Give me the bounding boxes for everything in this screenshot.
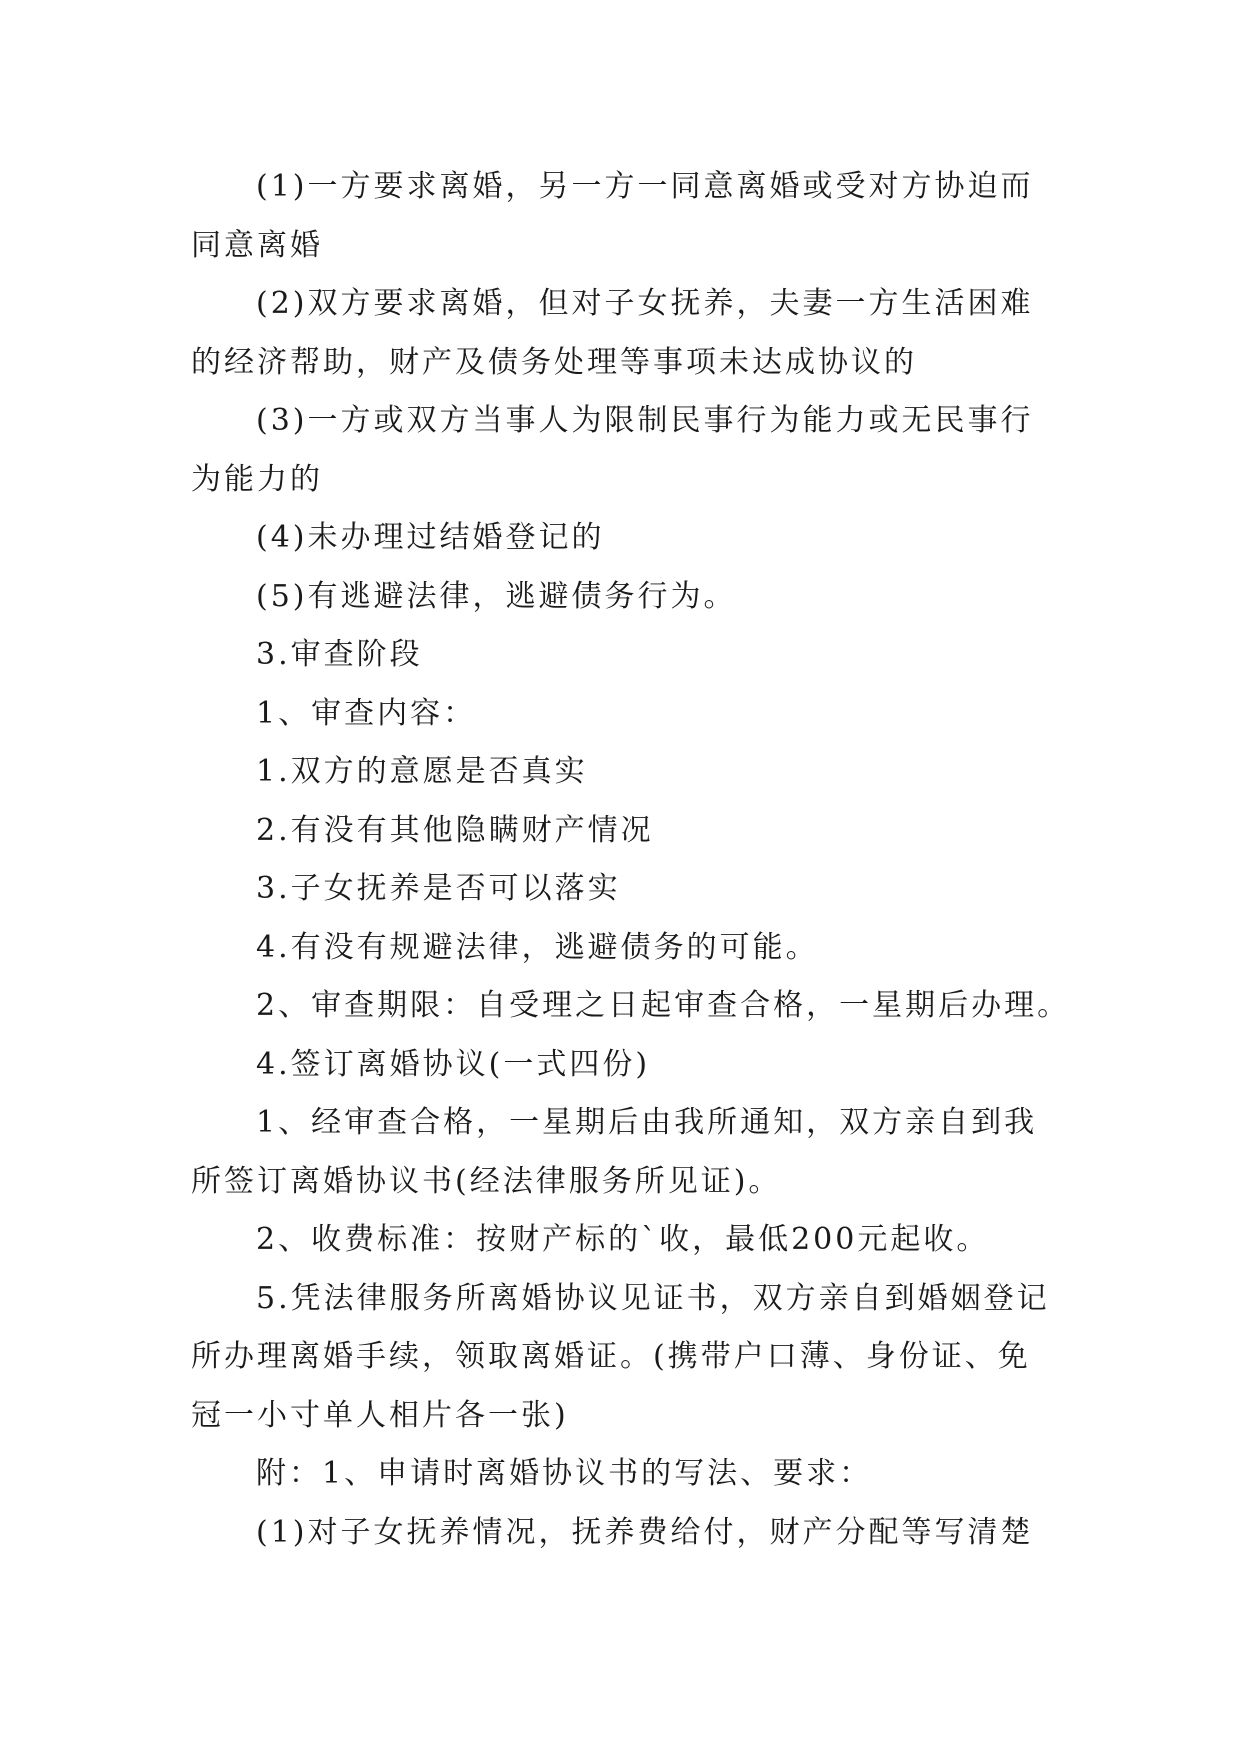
- paragraph-line: 所签订离婚协议书(经法律服务所见证)。: [191, 1163, 782, 1199]
- subheading-review-period: [191, 977, 1071, 1036]
- paragraph-line: 2、收费标准：按财产标的`收，最低200元起收。: [256, 1222, 990, 1257]
- paragraph-line: 1、审查内容：: [256, 695, 477, 731]
- paragraph-line: (1)一方要求离婚，另一方一同意离婚或受对方协迫而: [256, 169, 1034, 204]
- paragraph-sign-1: [191, 1094, 1071, 1211]
- document-body: [191, 158, 1071, 1562]
- paragraph-line: (4)未办理过结婚登记的: [256, 520, 605, 555]
- list-item-1: [191, 743, 1071, 802]
- paragraph-1: [191, 158, 1071, 275]
- paragraph-line: 所办理离婚手续，领取离婚证。(携带户口薄、身份证、免: [191, 1339, 1031, 1374]
- list-item-4: [191, 919, 1071, 978]
- paragraph-line: 为能力的: [191, 461, 323, 497]
- appendix-item-1: [191, 1504, 1071, 1563]
- paragraph-line: 附：1、申请时离婚协议书的写法、要求：: [256, 1456, 873, 1491]
- subheading-review-content: [191, 685, 1071, 744]
- paragraph-line: 同意离婚: [191, 227, 323, 263]
- appendix-heading: [191, 1445, 1071, 1504]
- section-heading-review-stage: [191, 626, 1071, 685]
- list-item-2: [191, 802, 1071, 861]
- paragraph-line: (2)双方要求离婚，但对子女抚养，夫妻一方生活困难: [256, 286, 1034, 321]
- paragraph-2: [191, 275, 1071, 392]
- paragraph-line: 3.审查阶段: [256, 637, 423, 672]
- paragraph-3: [191, 392, 1071, 509]
- paragraph-fee-standard: [191, 1211, 1071, 1270]
- paragraph-line: 4.签订离婚协议(一式四份): [256, 1046, 651, 1082]
- paragraph-line: 1.双方的意愿是否真实: [256, 754, 588, 789]
- section-heading-registration: [191, 1270, 1071, 1446]
- paragraph-line: 冠一小寸单人相片各一张): [191, 1397, 569, 1433]
- paragraph-line: (1)对子女抚养情况，抚养费给付，财产分配等写清楚: [256, 1514, 1034, 1550]
- paragraph-line: 的经济帮助，财产及债务处理等事项未达成协议的: [191, 344, 917, 380]
- section-heading-sign-agreement: [191, 1036, 1071, 1095]
- paragraph-line: 2、审查期限：自受理之日起审查合格，一星期后办理。: [256, 988, 1071, 1023]
- paragraph-line: 5.凭法律服务所离婚协议见证书，双方亲自到婚姻登记: [256, 1280, 1050, 1316]
- paragraph-line: 3.子女抚养是否可以落实: [256, 871, 621, 906]
- paragraph-line: 1、经审查合格，一星期后由我所通知，双方亲自到我: [256, 1105, 1038, 1140]
- paragraph-5: [191, 568, 1071, 627]
- list-item-3: [191, 860, 1071, 919]
- paragraph-4: [191, 509, 1071, 568]
- paragraph-line: (5)有逃避法律，逃避债务行为。: [256, 578, 737, 614]
- paragraph-line: 2.有没有其他隐瞒财产情况: [256, 812, 654, 848]
- paragraph-line: (3)一方或双方当事人为限制民事行为能力或无民事行: [256, 403, 1034, 438]
- paragraph-line: 4.有没有规避法律，逃避债务的可能。: [256, 929, 819, 965]
